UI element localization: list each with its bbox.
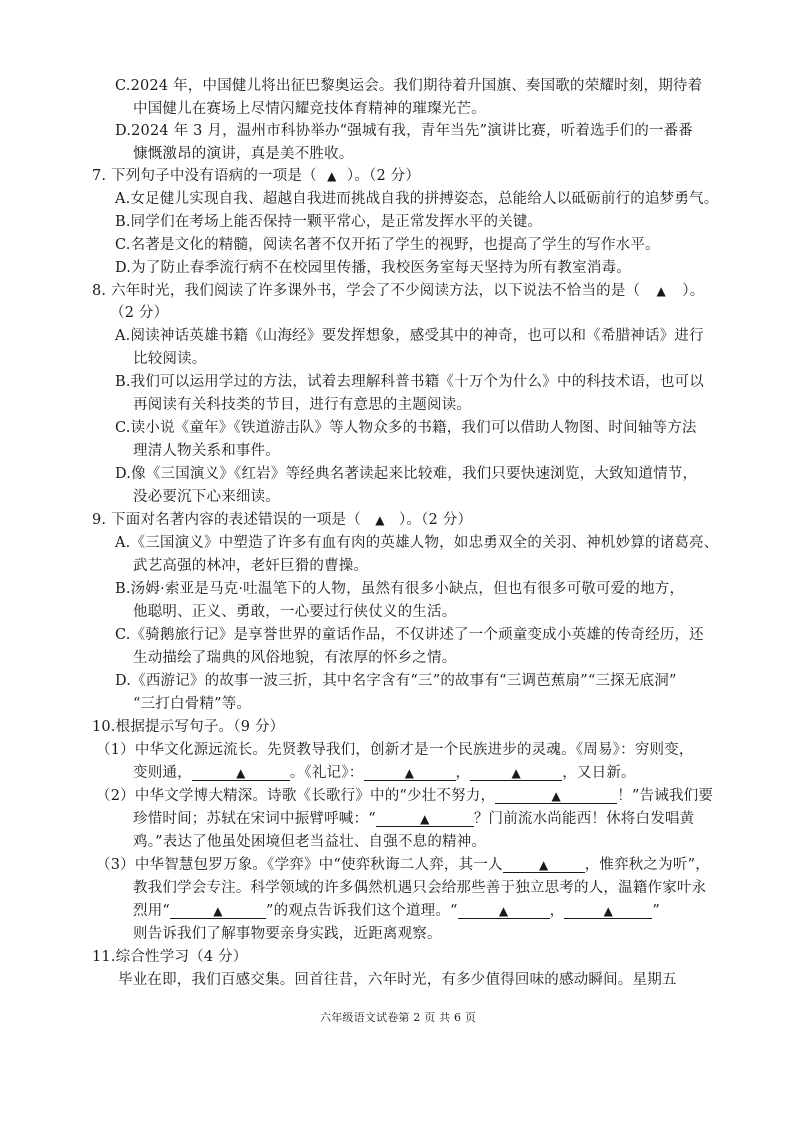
q10-part3-line1: （3）中华智慧包罗万象。《学弈》中“使弈秋诲二人弈，其一人 ▲ ，惟弈秋之为听”， xyxy=(96,857,710,873)
q10-part3-line3: 烈用“ ▲ ”的观点告诉我们这个道理。“ ▲ ， ▲ ” xyxy=(133,903,660,919)
q8-score: （2 分） xyxy=(110,305,169,321)
q7-option-c: C.名著是文化的精髓，阅读名著不仅开拓了学生的视野，也提高了学生的写作水平。 xyxy=(115,237,660,253)
q9-option-b-line2: 他聪明、正义、勇敢，一心要过行侠仗义的生活。 xyxy=(133,604,457,620)
q10-part2-line3: 鸡。”表达了他虽处困境但老当益壮、自强不息的精神。 xyxy=(133,834,487,850)
answer-blank[interactable]: ▲ xyxy=(364,763,456,781)
answer-blank[interactable]: ▲ xyxy=(170,901,266,919)
q9-option-a-line1: A.《三国演义》中塑造了许多有血有肉的英雄人物，如忠勇双全的关羽、神机妙算的诸葛亮、 xyxy=(115,535,719,551)
q8-option-d-line1: D.像《三国演义》《红岩》等经典名著读起来比较难，我们只要快速浏览，大致知道情节， xyxy=(115,466,698,482)
q6-option-d-line1: D.2024 年 3 月，温州市科协举办“强城有我，青年当先”演讲比赛，听着选手们的一番番 xyxy=(115,123,693,139)
q10-part1-line2: 变则通， ▲ 。《礼记》： ▲ ， ▲ ，又日新。 xyxy=(133,765,636,781)
q8-option-c-line2: 理清人物关系和事件。 xyxy=(133,443,280,459)
q8-option-b-line1: B.我们可以运用学过的方法，试着去理解科普书籍《十万个为什么》中的科技术语，也可以 xyxy=(115,374,704,390)
q7-option-d: D.为了防止春季流行病不在校园里传播，我校医务室每天坚持为所有教室消毒。 xyxy=(115,260,631,276)
answer-blank[interactable]: ▲ xyxy=(495,786,617,804)
q7-option-a: A.女足健儿实现自我、超越自我进而挑战自我的拼搏姿态，总能给人以砥砺前行的追梦勇气。 xyxy=(115,191,719,207)
q9-stem: 9. 下面对名著内容的表述错误的一项是（ ▲ ）。（2 分） xyxy=(92,512,473,528)
q9-option-c-line2: 生动描绘了瑞典的风俗地貌，有浓厚的怀乡之情。 xyxy=(133,650,457,666)
q9-option-b-line1: B.汤姆·索亚是马克·吐温笔下的人物，虽然有很多小缺点，但也有很多可敬可爱的地方， xyxy=(115,581,685,597)
q7-stem: 7. 下列句子中没有语病的一项是（ ▲ ）。（2 分） xyxy=(92,168,421,184)
q8-stem: 8. 六年时光，我们阅读了许多课外书，学会了不少阅读方法，以下说法不恰当的是（ ▲ ）。 xyxy=(92,283,705,299)
q10-part3-line4: 则告诉我们了解事物要亲身实践，近距离观察。 xyxy=(133,926,442,942)
answer-blank-marker: ▲ xyxy=(656,284,666,298)
q6-option-c-line1: C.2024 年，中国健儿将出征巴黎奥运会。我们期待着升国旗、奏国歌的荣耀时刻，期待着 xyxy=(115,78,703,94)
q8-option-a-line2: 比较阅读。 xyxy=(133,351,207,367)
q8-option-a-line1: A.阅读神话英雄书籍《山海经》要发挥想象，感受其中的神奇，也可以和《希腊神话》进行 xyxy=(115,328,704,344)
q10-part2-line2: 珍惜时间；苏轼在宋词中振臂呼喊：“ ▲ ？门前流水尚能西！休将白发唱黄 xyxy=(133,811,695,827)
q10-part2-line1: （2）中华文学博大精深。诗歌《长歌行》中的“少壮不努力， ▲ ！”告诫我们要 xyxy=(96,788,714,804)
q8-option-c-line1: C.读小说《童年》《铁道游击队》等人物众多的书籍，我们可以借助人物图、时间轴等方法 xyxy=(115,420,697,436)
q10-part1-line1: （1）中华文化源远流长。先贤教导我们，创新才是一个民族进步的灵魂。《周易》：穷则变， xyxy=(96,742,694,758)
q6-option-d-line2: 慷慨激昂的演讲，真是美不胜收。 xyxy=(133,146,354,162)
answer-blank[interactable]: ▲ xyxy=(503,855,585,873)
answer-blank[interactable]: ▲ xyxy=(192,763,290,781)
q11-paragraph-line1: 毕业在即，我们百感交集。回首往昔，六年时光，有多少值得回味的感动瞬间。星期五 xyxy=(118,972,677,988)
q7-option-b: B.同学们在考场上能否保持一颗平常心，是正常发挥水平的关键。 xyxy=(115,214,543,230)
q8-option-d-line2: 没必要沉下心来细读。 xyxy=(133,489,280,505)
q9-option-c-line1: C.《骑鹅旅行记》是享誉世界的童话作品，不仅讲述了一个顽童变成小英雄的传奇经历，还 xyxy=(115,627,704,643)
q8-option-b-line2: 再阅读有关科技类的节目，进行有意思的主题阅读。 xyxy=(133,397,472,413)
answer-blank[interactable]: ▲ xyxy=(470,763,562,781)
q10-stem: 10.根据提示写句子。（9 分） xyxy=(92,719,285,735)
answer-blank-marker: ▲ xyxy=(327,169,337,183)
q10-part3-line2: 教我们学会专注。科学领域的许多偶然机遇只会给那些善于独立思考的人，温籍作家叶永 xyxy=(133,880,707,896)
q6-option-c-line2: 中国健儿在赛场上尽情闪耀竞技体育精神的璀璨光芒。 xyxy=(133,101,486,117)
q11-stem: 11.综合性学习（4 分） xyxy=(92,949,248,965)
answer-blank[interactable]: ▲ xyxy=(376,809,474,827)
q9-option-d-line2: “三打白骨精”等。 xyxy=(133,696,252,712)
q9-option-a-line2: 武艺高强的林冲，老奸巨猾的曹操。 xyxy=(133,558,369,574)
answer-blank[interactable]: ▲ xyxy=(458,901,550,919)
answer-blank[interactable]: ▲ xyxy=(564,901,652,919)
answer-blank-marker: ▲ xyxy=(375,513,385,527)
page-footer: 六年级语文试卷第 2 页 共 6 页 xyxy=(320,1011,477,1024)
q9-option-d-line1: D.《西游记》的故事一波三折，其中名字含有“三”的故事有“三调芭蕉扇”“三探无底洞” xyxy=(115,673,677,689)
